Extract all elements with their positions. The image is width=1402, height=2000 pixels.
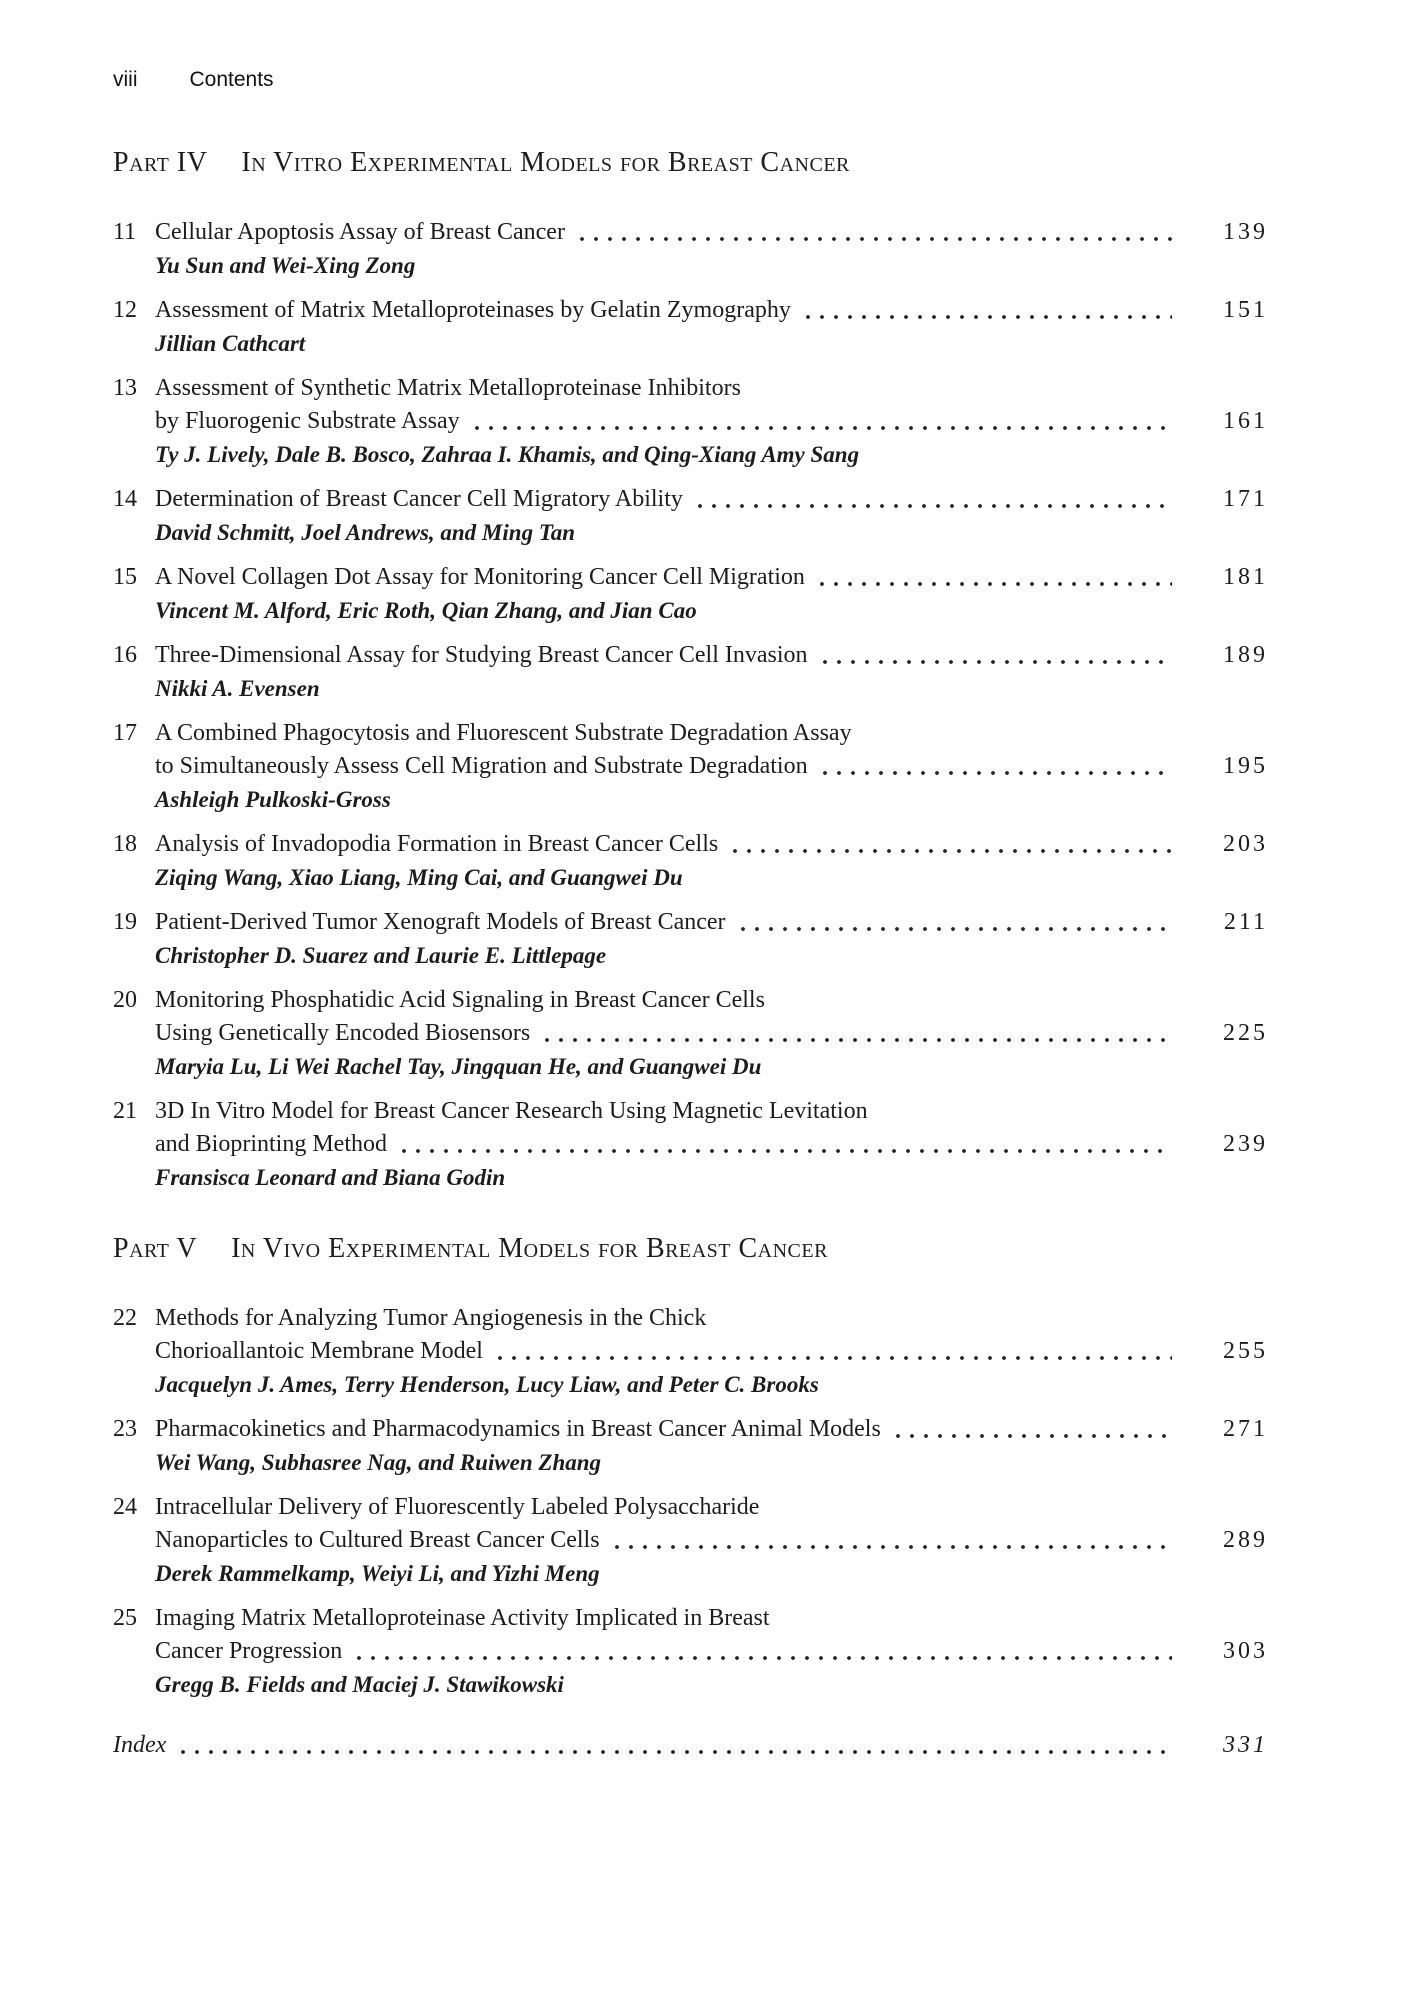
chapter-title-text: Imaging Matrix Metalloproteinase Activity Implicated in Breast [155, 1605, 770, 1631]
chapter-number: 21 [113, 1098, 137, 1124]
chapter-title-line [155, 1128, 1268, 1161]
chapter-entry-body [155, 561, 1268, 627]
dot-leader [811, 561, 1172, 594]
part-label: Part V [113, 1233, 198, 1264]
chapter-title-text: Patient-Derived Tumor Xenograft Models of Breast Cancer [155, 909, 726, 935]
page-number: 225 [1223, 1020, 1268, 1046]
index-entry [113, 1729, 1268, 1762]
dot-leader [814, 639, 1172, 672]
chapter-title-line [155, 984, 1265, 1017]
chapter-title-text: Using Genetically Encoded Biosensors [155, 1020, 531, 1046]
chapter-authors: Ziqing Wang, Xiao Liang, Ming Cai, and Guangwei Du [155, 865, 683, 890]
chapter-authors: Christopher D. Suarez and Laurie E. Littlepage [155, 943, 607, 968]
page-number: 139 [1223, 219, 1268, 245]
toc-entry [113, 1095, 1268, 1194]
page-number: 211 [1223, 909, 1268, 935]
chapter-authors: Ty J. Lively, Dale B. Bosco, Zahraa I. Khamis, and Qing-Xiang Amy Sang [155, 442, 860, 467]
chapter-title-text: by Fluorogenic Substrate Assay [155, 408, 460, 434]
dot-leader [172, 1729, 1172, 1762]
chapter-title-line [155, 561, 1268, 594]
chapter-title-line [155, 639, 1268, 672]
dot-leader [571, 216, 1172, 249]
chapter-entry-body [155, 639, 1268, 705]
toc-entry [113, 294, 1268, 360]
chapter-entry-body [155, 1413, 1268, 1479]
table-of-contents [113, 144, 1268, 1701]
chapter-title-line [155, 1017, 1268, 1050]
chapter-authors: Maryia Lu, Li Wei Rachel Tay, Jingquan He, and Guangwei Du [155, 1054, 762, 1079]
chapter-title-line [155, 1635, 1268, 1668]
dot-leader [606, 1524, 1172, 1557]
chapter-number: 18 [113, 831, 137, 857]
chapter-title-line [155, 828, 1268, 861]
chapter-title-text: Monitoring Phosphatidic Acid Signaling in Breast Cancer Cells [155, 987, 765, 1013]
chapter-number: 14 [113, 486, 137, 512]
dot-leader [393, 1128, 1172, 1161]
chapter-number: 12 [113, 297, 137, 323]
dot-leader [797, 294, 1172, 327]
page-number: 303 [1223, 1638, 1268, 1664]
chapter-number: 22 [113, 1305, 137, 1331]
index-label: Index [113, 1732, 167, 1758]
page-number: 271 [1223, 1416, 1268, 1442]
chapter-entry-body [155, 828, 1268, 894]
page-number: 255 [1223, 1338, 1268, 1364]
page-number: 239 [1223, 1131, 1268, 1157]
chapter-authors: Ashleigh Pulkoski-Gross [155, 787, 391, 812]
chapter-title-text: Assessment of Synthetic Matrix Metalloproteinase Inhibitors [155, 375, 741, 401]
chapter-title-line [155, 1413, 1268, 1446]
chapter-entry-body [155, 216, 1268, 282]
page-number: 171 [1223, 486, 1268, 512]
chapter-entry-body [155, 1602, 1268, 1701]
page-number: 181 [1223, 564, 1268, 590]
toc-entry [113, 1413, 1268, 1479]
toc-entry [113, 717, 1268, 816]
page-number: 331 [1223, 1732, 1268, 1758]
chapter-title-line [155, 405, 1268, 438]
toc-entry [113, 483, 1268, 549]
chapter-entry-body [155, 1095, 1268, 1194]
page-number: 289 [1223, 1527, 1268, 1553]
chapter-number: 11 [113, 219, 137, 245]
chapter-entry-body [155, 1491, 1268, 1590]
page-number: 203 [1223, 831, 1268, 857]
dot-leader [887, 1413, 1172, 1446]
chapter-title-line [155, 750, 1268, 783]
chapter-title-text: Nanoparticles to Cultured Breast Cancer Cells [155, 1527, 600, 1553]
toc-entry [113, 561, 1268, 627]
dot-leader [466, 405, 1172, 438]
page-number: 195 [1223, 753, 1268, 779]
chapter-title-line [155, 1491, 1265, 1524]
page-number: 161 [1223, 408, 1268, 434]
toc-entry [113, 984, 1268, 1083]
toc-entry [113, 1302, 1268, 1401]
chapter-title-text: Analysis of Invadopodia Formation in Breast Cancer Cells [155, 831, 719, 857]
chapter-entry-body [155, 483, 1268, 549]
chapter-entry-body [155, 984, 1268, 1083]
chapter-number: 25 [113, 1605, 137, 1631]
chapter-number: 20 [113, 987, 137, 1013]
chapter-number: 19 [113, 909, 137, 935]
chapter-authors: Gregg B. Fields and Maciej J. Stawikowski [155, 1672, 564, 1697]
chapter-title-text: Pharmacokinetics and Pharmacodynamics in Breast Cancer Animal Models [155, 1416, 881, 1442]
part-label: Part IV [113, 147, 208, 178]
chapter-title-line [155, 1524, 1268, 1557]
chapter-title-text: Intracellular Delivery of Fluorescently Labeled Polysaccharide [155, 1494, 760, 1520]
chapter-entry-body [155, 906, 1268, 972]
dot-leader [724, 828, 1172, 861]
chapter-number: 15 [113, 564, 137, 590]
dot-leader [348, 1635, 1172, 1668]
folio-page-number: viii [113, 68, 138, 91]
toc-entry [113, 828, 1268, 894]
chapter-number: 24 [113, 1494, 137, 1520]
chapter-title-line [155, 294, 1268, 327]
chapter-number: 17 [113, 720, 137, 746]
chapter-title-line [155, 906, 1268, 939]
chapter-entry-body [155, 372, 1268, 471]
toc-entry [113, 906, 1268, 972]
page-number: 151 [1223, 297, 1268, 323]
chapter-number: 16 [113, 642, 137, 668]
dot-leader [814, 750, 1172, 783]
chapter-number: 13 [113, 375, 137, 401]
chapter-title-line [155, 1302, 1265, 1335]
chapter-entry-body [155, 717, 1268, 816]
chapter-authors: Derek Rammelkamp, Weiyi Li, and Yizhi Meng [155, 1561, 600, 1586]
chapter-title-line [155, 483, 1268, 516]
chapter-authors: Jillian Cathcart [155, 331, 306, 356]
dot-leader [689, 483, 1172, 516]
chapter-title-text: A Combined Phagocytosis and Fluorescent Substrate Degradation Assay [155, 720, 852, 746]
chapter-title-line [155, 1602, 1265, 1635]
chapter-authors: Vincent M. Alford, Eric Roth, Qian Zhang, and Jian Cao [155, 598, 697, 623]
chapter-title-text: Chorioallantoic Membrane Model [155, 1338, 483, 1364]
dot-leader [536, 1017, 1172, 1050]
part-heading [113, 144, 1265, 182]
chapter-title-text: 3D In Vitro Model for Breast Cancer Research Using Magnetic Levitation [155, 1098, 868, 1124]
chapter-title-text: and Bioprinting Method [155, 1131, 387, 1157]
toc-entry [113, 216, 1268, 282]
toc-entry [113, 639, 1268, 705]
page-header [113, 68, 1265, 92]
chapter-title-text: Determination of Breast Cancer Cell Migratory Ability [155, 486, 683, 512]
toc-entry [113, 1491, 1268, 1590]
chapter-title-text: to Simultaneously Assess Cell Migration and Substrate Degradation [155, 753, 808, 779]
dot-leader [732, 906, 1172, 939]
chapter-title-text: A Novel Collagen Dot Assay for Monitoring Cancer Cell Migration [155, 564, 805, 590]
part-title: In Vitro Experimental Models for Breast Cancer [241, 147, 850, 178]
dot-leader [489, 1335, 1172, 1368]
chapter-title-line [155, 1095, 1265, 1128]
chapter-title-line [155, 216, 1268, 249]
part-title: In Vivo Experimental Models for Breast Cancer [231, 1233, 828, 1264]
chapter-title-text: Three-Dimensional Assay for Studying Breast Cancer Cell Invasion [155, 642, 808, 668]
page-number: 189 [1223, 642, 1268, 668]
chapter-title-text: Assessment of Matrix Metalloproteinases by Gelatin Zymography [155, 297, 791, 323]
chapter-authors: Nikki A. Evensen [155, 676, 320, 701]
chapter-authors: David Schmitt, Joel Andrews, and Ming Tan [155, 520, 576, 545]
chapter-title-text: Cancer Progression [155, 1638, 343, 1664]
chapter-authors: Fransisca Leonard and Biana Godin [155, 1165, 506, 1190]
chapter-entry-body [155, 294, 1268, 360]
part-heading [113, 1230, 1265, 1268]
toc-entry [113, 1602, 1268, 1701]
chapter-title-line [155, 372, 1265, 405]
chapter-authors: Yu Sun and Wei-Xing Zong [155, 253, 416, 278]
chapter-title-line [155, 717, 1265, 750]
chapter-title-line [155, 1335, 1268, 1368]
running-head: Contents [189, 68, 274, 91]
chapter-authors: Wei Wang, Subhasree Nag, and Ruiwen Zhang [155, 1450, 602, 1475]
chapter-authors: Jacquelyn J. Ames, Terry Henderson, Lucy Liaw, and Peter C. Brooks [155, 1372, 819, 1397]
chapter-title-text: Methods for Analyzing Tumor Angiogenesis in the Chick [155, 1305, 707, 1331]
chapter-entry-body [155, 1302, 1268, 1401]
chapter-number: 23 [113, 1416, 137, 1442]
chapter-title-text: Cellular Apoptosis Assay of Breast Cancer [155, 219, 565, 245]
toc-entry [113, 372, 1268, 471]
